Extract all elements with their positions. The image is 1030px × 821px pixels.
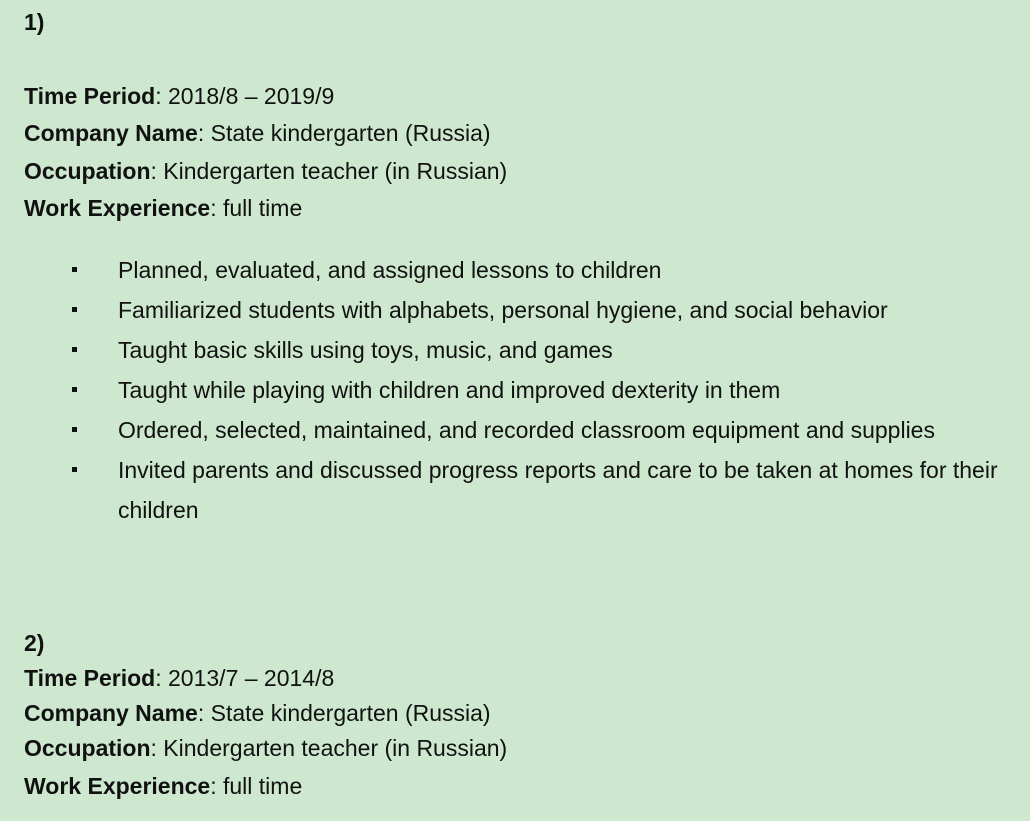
work-experience-value: : full time	[210, 773, 303, 799]
work-experience-label: Work Experience	[24, 773, 211, 799]
list-item	[0, 410, 1030, 450]
list-item	[0, 450, 1030, 530]
section-2-work-experience	[24, 772, 302, 800]
time-period-label: Time Period	[24, 83, 156, 109]
list-item-text: Taught while playing with children and improved dexterity in them	[118, 377, 781, 403]
occupation-label: Occupation	[24, 158, 151, 184]
time-period-value: : 2018/8 – 2019/9	[155, 83, 335, 109]
square-bullet-icon	[72, 427, 77, 432]
list-item	[0, 330, 1030, 370]
section-1-number: 1)	[24, 9, 45, 35]
section-2-company-name	[24, 699, 491, 727]
list-item-text: Invited parents and discussed progress reports and care to be taken at homes for their children	[118, 457, 998, 523]
section-2-occupation	[24, 734, 507, 762]
company-name-value: : State kindergarten (Russia)	[197, 700, 491, 726]
list-item-text: Familiarized students with alphabets, personal hygiene, and social behavior	[118, 297, 888, 323]
section-1-occupation	[24, 157, 507, 185]
square-bullet-icon	[72, 307, 77, 312]
list-item-text: Planned, evaluated, and assigned lessons to children	[118, 257, 662, 283]
company-name-label: Company Name	[24, 120, 198, 146]
list-item	[0, 250, 1030, 290]
list-item-text: Taught basic skills using toys, music, and games	[118, 337, 613, 363]
square-bullet-icon	[72, 467, 77, 472]
square-bullet-icon	[72, 267, 77, 272]
company-name-value: : State kindergarten (Russia)	[197, 120, 491, 146]
list-item-text: Ordered, selected, maintained, and recorded classroom equipment and supplies	[118, 417, 935, 443]
occupation-label: Occupation	[24, 735, 151, 761]
section-1-company-name	[24, 119, 491, 147]
time-period-label: Time Period	[24, 665, 156, 691]
section-2-time-period	[24, 664, 334, 692]
square-bullet-icon	[72, 387, 77, 392]
occupation-value: : Kindergarten teacher (in Russian)	[150, 735, 508, 761]
work-experience-value: : full time	[210, 195, 303, 221]
work-experience-label: Work Experience	[24, 195, 211, 221]
time-period-value: : 2013/7 – 2014/8	[155, 665, 335, 691]
section-2-number: 2)	[24, 630, 45, 656]
list-item	[0, 290, 1030, 330]
section-1-work-experience	[24, 194, 302, 222]
occupation-value: : Kindergarten teacher (in Russian)	[150, 158, 508, 184]
company-name-label: Company Name	[24, 700, 198, 726]
responsibilities-list	[0, 250, 1030, 530]
section-1-time-period	[24, 82, 334, 110]
list-item	[0, 370, 1030, 410]
square-bullet-icon	[72, 347, 77, 352]
